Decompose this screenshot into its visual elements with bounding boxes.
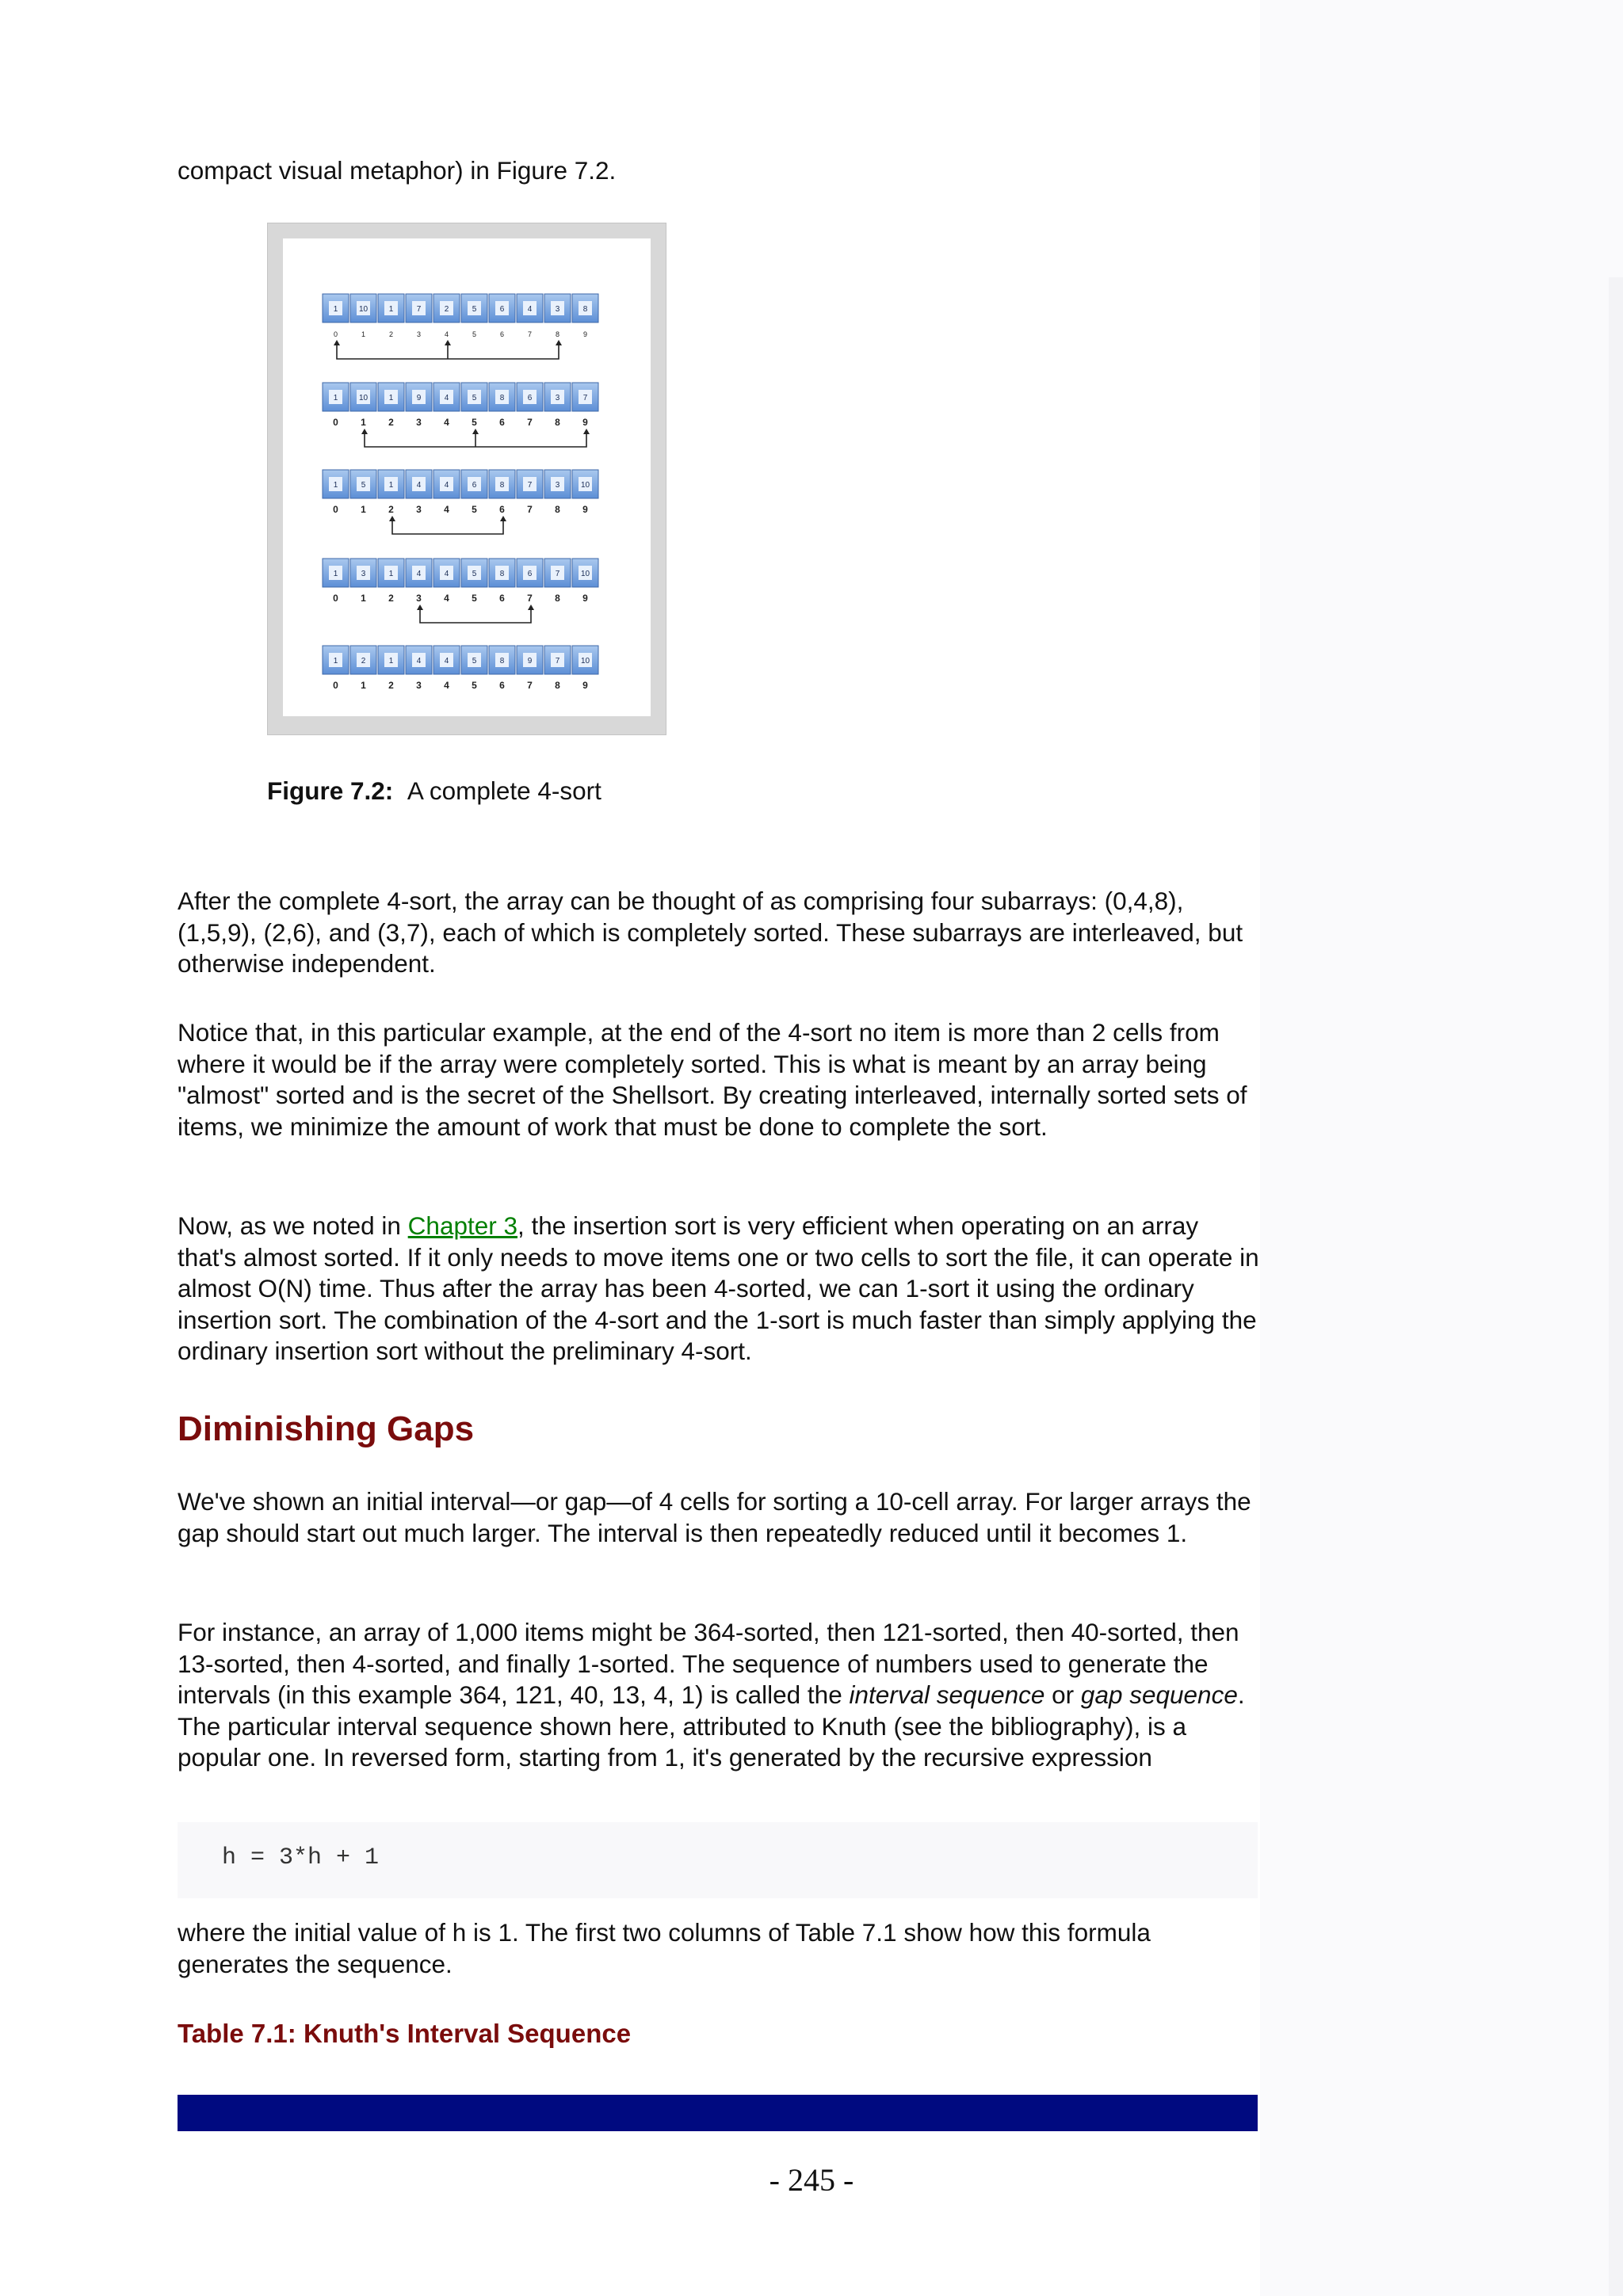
array-index-label: 1 bbox=[361, 593, 366, 604]
array-index-label: 9 bbox=[582, 417, 588, 428]
array-index-label: 2 bbox=[388, 330, 394, 338]
array-index-label: 5 bbox=[472, 330, 477, 338]
array-index-label: 6 bbox=[499, 593, 505, 604]
arrowhead bbox=[361, 429, 368, 434]
arrowhead bbox=[500, 516, 506, 521]
array-index-label: 7 bbox=[527, 593, 533, 604]
page-edge-shade bbox=[1609, 277, 1623, 2296]
array-cell-value: 4 bbox=[444, 657, 449, 666]
arrowhead bbox=[334, 340, 340, 345]
array-cell-value: 10 bbox=[358, 305, 369, 314]
array-cell-value: 8 bbox=[582, 305, 588, 314]
array-cell-value: 4 bbox=[444, 481, 449, 490]
array-index-label: 2 bbox=[388, 593, 394, 604]
array-index-label: 8 bbox=[555, 417, 560, 428]
array-index-label: 6 bbox=[499, 680, 505, 691]
array-cell-value: 10 bbox=[580, 657, 590, 666]
array-cell-value: 7 bbox=[582, 394, 588, 402]
array-cell-value: 7 bbox=[416, 305, 422, 314]
array-cell-value: 10 bbox=[358, 394, 369, 402]
paragraph-subarrays: After the complete 4-sort, the array can be thought of as comprising four subarrays: (0,4,8), (1,5,9), (2,6), and (3,7), each of which is completely sorted. These subarrays are interleaved, but otherwise independent. bbox=[178, 887, 1243, 978]
array-index-label: 5 bbox=[472, 680, 477, 691]
arrowhead bbox=[556, 340, 562, 345]
array-cell-value: 6 bbox=[472, 481, 477, 490]
array-cell-value: 2 bbox=[444, 305, 449, 314]
array-index-label: 4 bbox=[444, 417, 449, 428]
para5-term-gap: gap sequence bbox=[1080, 1680, 1238, 1709]
array-cell-value: 1 bbox=[333, 394, 338, 402]
section-heading: Diminishing Gaps bbox=[178, 1409, 475, 1448]
array-index-label: 7 bbox=[527, 417, 533, 428]
array-index-label: 3 bbox=[416, 504, 422, 515]
array-index-label: 2 bbox=[388, 504, 394, 515]
array-index-label: 7 bbox=[527, 330, 533, 338]
array-cell-value: 8 bbox=[499, 481, 505, 490]
array-cell-value: 5 bbox=[472, 657, 477, 666]
array-cell-value: 3 bbox=[555, 394, 560, 402]
array-index-label: 0 bbox=[333, 680, 338, 691]
array-index-label: 1 bbox=[361, 417, 366, 428]
page-number: - 245 - bbox=[769, 2162, 854, 2198]
array-index-label: 8 bbox=[555, 680, 560, 691]
para5-part2: or bbox=[1044, 1680, 1081, 1709]
array-cell-value: 1 bbox=[388, 394, 394, 402]
array-cell-value: 4 bbox=[527, 305, 533, 314]
array-cell-value: 7 bbox=[527, 481, 533, 490]
array-cell-value: 1 bbox=[333, 305, 338, 314]
array-cell-value: 1 bbox=[388, 570, 394, 578]
paragraph-initial-value: where the initial value of h is 1. The first two columns of Table 7.1 show how this formula generates the sequence. bbox=[178, 1918, 1151, 1978]
array-index-label: 1 bbox=[361, 680, 366, 691]
arrowhead bbox=[472, 429, 479, 434]
array-index-label: 6 bbox=[499, 330, 505, 338]
array-cell-value: 4 bbox=[416, 570, 422, 578]
arrow-group-4 bbox=[420, 608, 531, 623]
arrowhead bbox=[445, 340, 451, 345]
array-index-label: 1 bbox=[361, 330, 366, 338]
figure-caption-text: A complete 4-sort bbox=[407, 776, 601, 805]
array-index-label: 4 bbox=[444, 330, 449, 338]
array-cell-value: 5 bbox=[472, 394, 477, 402]
array-index-label: 4 bbox=[444, 593, 449, 604]
intro-line: compact visual metaphor) in Figure 7.2. bbox=[178, 156, 617, 185]
array-index-label: 6 bbox=[499, 504, 505, 515]
array-index-label: 8 bbox=[555, 593, 560, 604]
array-index-label: 9 bbox=[582, 504, 588, 515]
code-line: h = 3*h + 1 bbox=[222, 1844, 380, 1871]
array-cell-value: 6 bbox=[499, 305, 505, 314]
array-index-label: 5 bbox=[472, 593, 477, 604]
array-cell-value: 9 bbox=[416, 394, 422, 402]
array-cell-value: 4 bbox=[444, 570, 449, 578]
figure-canvas bbox=[283, 238, 651, 716]
array-cell-value: 1 bbox=[388, 481, 394, 490]
array-index-label: 3 bbox=[416, 330, 422, 338]
code-block bbox=[178, 1822, 1258, 1898]
array-cell-value: 1 bbox=[388, 657, 394, 666]
array-cell-value: 3 bbox=[555, 481, 560, 490]
array-index-label: 0 bbox=[333, 593, 338, 604]
arrowhead bbox=[389, 516, 395, 521]
array-index-label: 2 bbox=[388, 417, 394, 428]
para5-part1: For instance, an array of 1,000 items might be 364-sorted, then 121-sorted, then 40-sorted, then 13-sorted, then 4-sorted, and finally 1-sorted. The sequence of numbers used to generate the intervals (in this example 364, 121, 40, 13, 4, 1) is called the bbox=[178, 1618, 1239, 1709]
four-sort-diagram bbox=[283, 238, 651, 716]
table-header-bar bbox=[178, 2095, 1258, 2131]
array-cell-value: 5 bbox=[361, 481, 366, 490]
array-index-label: 8 bbox=[555, 330, 560, 338]
array-index-label: 3 bbox=[416, 680, 422, 691]
figure-7-2 bbox=[267, 223, 666, 735]
array-cell-value: 3 bbox=[555, 305, 560, 314]
array-index-label: 1 bbox=[361, 504, 366, 515]
array-index-label: 4 bbox=[444, 680, 449, 691]
paragraph-almost-sorted: Notice that, in this particular example, at the end of the 4-sort no item is more than 2 cells from where it would be if the array were completely sorted. This is what is meant by an array being "almost" sorted and is the secret of the Shellsort. By creating interleaved, internally sorted sets of items, we minimize the amount of work that must be done to complete the sort. bbox=[178, 1018, 1247, 1141]
array-cell-value: 7 bbox=[555, 657, 560, 666]
array-cell-value: 1 bbox=[388, 305, 394, 314]
array-row bbox=[323, 646, 598, 691]
paragraph-interval-sequence bbox=[178, 1617, 1263, 1774]
array-cell-value: 8 bbox=[499, 570, 505, 578]
array-index-label: 4 bbox=[444, 504, 449, 515]
figure-caption bbox=[267, 775, 601, 807]
array-cell-value: 4 bbox=[416, 657, 422, 666]
array-row bbox=[323, 470, 598, 515]
array-index-label: 7 bbox=[527, 680, 533, 691]
array-index-label: 9 bbox=[582, 593, 588, 604]
para5-part3: . The particular interval sequence shown here, attributed to Knuth (see the bibliography), is a popular one. In reversed form, starting from 1, it's generated by the recursive expression bbox=[178, 1680, 1245, 1772]
table-title: Table 7.1: Knuth's Interval Sequence bbox=[178, 2019, 632, 2048]
array-cell-value: 3 bbox=[361, 570, 366, 578]
para5-term-interval: interval sequence bbox=[849, 1680, 1045, 1709]
array-cell-value: 6 bbox=[527, 570, 533, 578]
paragraph-initial-gap: We've shown an initial interval—or gap—of 4 cells for sorting a 10-cell array. For larger arrays the gap should start out much larger. The interval is then repeatedly reduced until it becomes 1. bbox=[178, 1487, 1251, 1547]
arrowhead bbox=[583, 429, 590, 434]
array-index-label: 0 bbox=[333, 417, 338, 428]
para3-after: , the insertion sort is very efficient when operating on an array that's almost sorted. If it only needs to move items one or two cells to sort the file, it can operate in almost O(N) time. Thus after the array has been 4-sorted, we can 1-sort it using the ordinary insertion sort. The combination of the 4-sort and the 1-sort is much faster than simply applying the ordinary insertion sort without the preliminary 4-sort. bbox=[178, 1211, 1259, 1365]
array-index-label: 3 bbox=[416, 417, 422, 428]
page-margin-shade bbox=[1260, 0, 1623, 2296]
array-index-label: 0 bbox=[333, 330, 338, 338]
para3-before: Now, as we noted in bbox=[178, 1211, 408, 1240]
array-cell-value: 6 bbox=[527, 394, 533, 402]
array-index-label: 0 bbox=[333, 504, 338, 515]
arrowhead bbox=[417, 605, 423, 610]
array-cell-value: 1 bbox=[333, 657, 338, 666]
array-row bbox=[323, 559, 598, 604]
array-row bbox=[323, 383, 598, 428]
array-index-label: 6 bbox=[499, 417, 505, 428]
arrow-group-3 bbox=[392, 519, 503, 534]
array-cell-value: 10 bbox=[580, 570, 590, 578]
array-cell-value: 8 bbox=[499, 394, 505, 402]
array-row bbox=[323, 294, 598, 338]
array-cell-value: 5 bbox=[472, 570, 477, 578]
array-index-label: 3 bbox=[416, 593, 422, 604]
array-index-label: 5 bbox=[472, 504, 477, 515]
array-index-label: 5 bbox=[472, 417, 477, 428]
array-cell-value: 5 bbox=[472, 305, 477, 314]
array-cell-value: 8 bbox=[499, 657, 505, 666]
arrowhead bbox=[528, 605, 534, 610]
array-index-label: 7 bbox=[527, 504, 533, 515]
array-cell-value: 4 bbox=[444, 394, 449, 402]
array-cell-value: 1 bbox=[333, 570, 338, 578]
array-index-label: 2 bbox=[388, 680, 394, 691]
paragraph-insertion-sort bbox=[178, 1211, 1263, 1367]
figure-label: Figure 7.2: bbox=[267, 776, 394, 805]
chapter-3-link[interactable]: Chapter 3 bbox=[407, 1211, 518, 1240]
array-index-label: 9 bbox=[582, 680, 588, 691]
array-index-label: 8 bbox=[555, 504, 560, 515]
array-cell-value: 1 bbox=[333, 481, 338, 490]
array-index-label: 9 bbox=[582, 330, 588, 338]
array-cell-value: 7 bbox=[555, 570, 560, 578]
array-cell-value: 9 bbox=[527, 657, 533, 666]
array-cell-value: 10 bbox=[580, 481, 590, 490]
array-cell-value: 4 bbox=[416, 481, 422, 490]
array-cell-value: 2 bbox=[361, 657, 366, 666]
